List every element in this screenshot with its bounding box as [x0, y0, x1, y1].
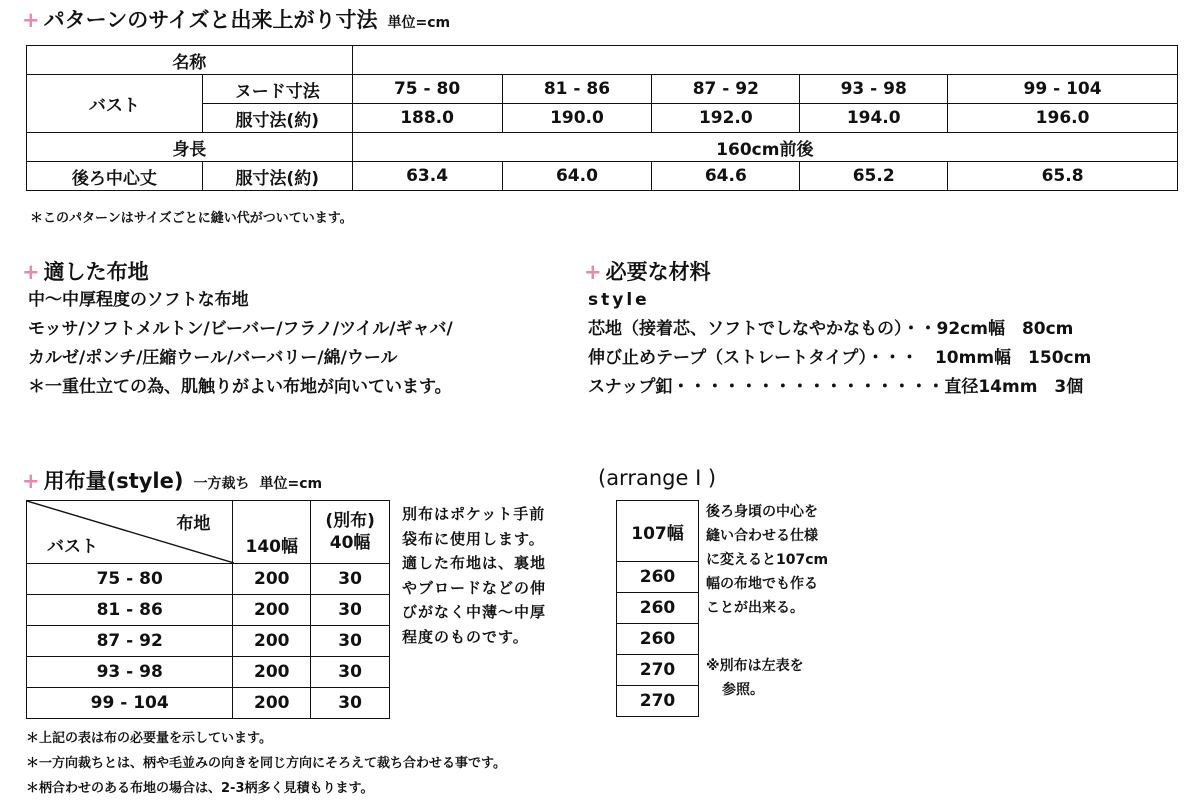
arrange-table: [616, 500, 699, 717]
materials-style-label: style: [588, 290, 650, 310]
plus-icon: +: [22, 260, 40, 284]
back-length-label: 後ろ中心丈: [27, 162, 203, 191]
plus-icon: +: [22, 469, 40, 493]
arrange-value-cell: 260: [617, 562, 699, 593]
separate-fabric-note: 別布はポケット手前 袋布に使用します。 適した布地は、裏地 やブロードなどの伸 びがなく中薄～中厚 程度のものです。: [402, 505, 547, 646]
arrange-value-cell: 270: [617, 686, 699, 717]
height-label: 身長: [27, 133, 353, 162]
garment-bust-cell: 196.0: [948, 104, 1178, 133]
table-row: [27, 595, 390, 626]
w140-cell: 200: [233, 564, 311, 595]
w40-cell: 30: [311, 688, 390, 719]
w40-cell: 30: [311, 595, 390, 626]
table-row: [27, 626, 390, 657]
w40-cell: 30: [311, 657, 390, 688]
back-length-cell: 65.8: [948, 162, 1178, 191]
fabric-line: ＊一重仕立ての為、肌触りがよい布地が向いています。: [28, 377, 452, 397]
arrange-value-cell: 260: [617, 593, 699, 624]
back-length-sub: 服寸法(約): [202, 162, 352, 191]
back-length-cell: 63.4: [352, 162, 502, 191]
fabric-list: [28, 286, 453, 402]
size-cell: 75 - 80: [352, 75, 502, 104]
fabric-label: 布地: [176, 514, 211, 534]
size-cell: 87 - 92: [652, 75, 800, 104]
width-40-header: [311, 501, 390, 564]
back-length-cell: 65.2: [800, 162, 948, 191]
size-cell: 81 - 86: [502, 75, 652, 104]
arrange-header: 107幅: [617, 501, 699, 562]
size-cell: 99 - 104: [948, 75, 1178, 104]
garment-bust-cell: 192.0: [652, 104, 800, 133]
diagonal-header-cell: [27, 501, 233, 564]
size-cell: 99 - 104: [27, 688, 233, 719]
yardage-section-title: + 用布量(style) 一方裁ち 単位=cm: [22, 469, 323, 493]
size-cell: 81 - 86: [27, 595, 233, 626]
materials-section-title: + 必要な材料: [584, 260, 711, 284]
garment-bust-cell: 188.0: [352, 104, 502, 133]
w140-cell: 200: [233, 657, 311, 688]
table-row: [27, 657, 390, 688]
footer-note: ＊上記の表は布の必要量を示しています。: [26, 731, 272, 746]
page-title: + パターンのサイズと出来上がり寸法 単位=cm: [22, 8, 451, 32]
footer-note: ＊一方向裁ちとは、柄や毛並みの向きを同じ方向にそろえて裁ち合わせる事です。: [26, 756, 506, 771]
size-table: [26, 45, 1178, 191]
table-row: [27, 564, 390, 595]
name-empty-cell: [352, 46, 1177, 75]
materials-item: 伸び止めテープ（ストレートタイプ）・・・ 10mm幅 150cm: [588, 348, 1092, 368]
fabric-line: モッサ/ソフトメルトン/ビーバー/フラノ/ツイル/ギャバ/: [28, 319, 453, 339]
w40-cell: 30: [311, 626, 390, 657]
unit-label: 単位=cm: [259, 476, 323, 492]
materials-item: 芯地（接着芯、ソフトでしなやかなもの）・・92cm幅 80cm: [588, 319, 1074, 339]
back-length-cell: 64.0: [502, 162, 652, 191]
name-label: 名称: [27, 46, 353, 75]
bust-label: バスト: [27, 75, 203, 133]
garment-label: 服寸法(約): [202, 104, 352, 133]
footer-note: ＊柄合わせのある布地の場合は、2-3柄多く見積もります。: [26, 781, 374, 796]
plus-icon: +: [584, 260, 602, 284]
garment-bust-cell: 190.0: [502, 104, 652, 133]
nude-label: ヌード寸法: [202, 75, 352, 104]
height-value: 160cm前後: [352, 133, 1177, 162]
arrange-ref-note: ※別布は左表を 参照。: [706, 658, 804, 698]
arrange-title: (arrange I ): [598, 466, 717, 490]
w140-cell: 200: [233, 688, 311, 719]
w140-cell: 200: [233, 595, 311, 626]
plus-icon: +: [22, 8, 40, 32]
w140-cell: 200: [233, 626, 311, 657]
fabric-line: カルゼ/ポンチ/圧縮ウール/バーバリー/綿/ウール: [28, 348, 398, 368]
arrange-value-cell: 270: [617, 655, 699, 686]
garment-bust-cell: 194.0: [800, 104, 948, 133]
footer-notes: [26, 726, 506, 801]
cut-direction-label: 一方裁ち: [193, 476, 250, 492]
bust-label: バスト: [47, 537, 98, 557]
yardage-table: [26, 500, 390, 719]
unit-label: 単位=cm: [387, 15, 451, 31]
back-length-cell: 64.6: [652, 162, 800, 191]
separate-fabric-label: (別布): [325, 511, 375, 531]
size-cell: 93 - 98: [27, 657, 233, 688]
size-cell: 75 - 80: [27, 564, 233, 595]
materials-item: スナップ釦・・・・・・・・・・・・・・・・直径14mm 3個: [588, 377, 1084, 397]
arrange-value-cell: 260: [617, 624, 699, 655]
size-cell: 87 - 92: [27, 626, 233, 657]
materials-list: [588, 286, 1091, 402]
width-40-label: 40幅: [329, 533, 371, 553]
fabric-section-title: + 適した布地: [22, 260, 149, 284]
size-cell: 93 - 98: [800, 75, 948, 104]
size-note: ＊このパターンはサイズごとに縫い代がついています。: [30, 211, 353, 226]
width-140-header: 140幅: [233, 501, 311, 564]
w40-cell: 30: [311, 564, 390, 595]
fabric-line: 中～中厚程度のソフトな布地: [28, 290, 249, 310]
table-row: [27, 688, 390, 719]
arrange-note: 後ろ身頃の中心を 縫い合わせる仕様 に変えると107cm 幅の布地でも作る ことが出来る。: [706, 504, 829, 616]
